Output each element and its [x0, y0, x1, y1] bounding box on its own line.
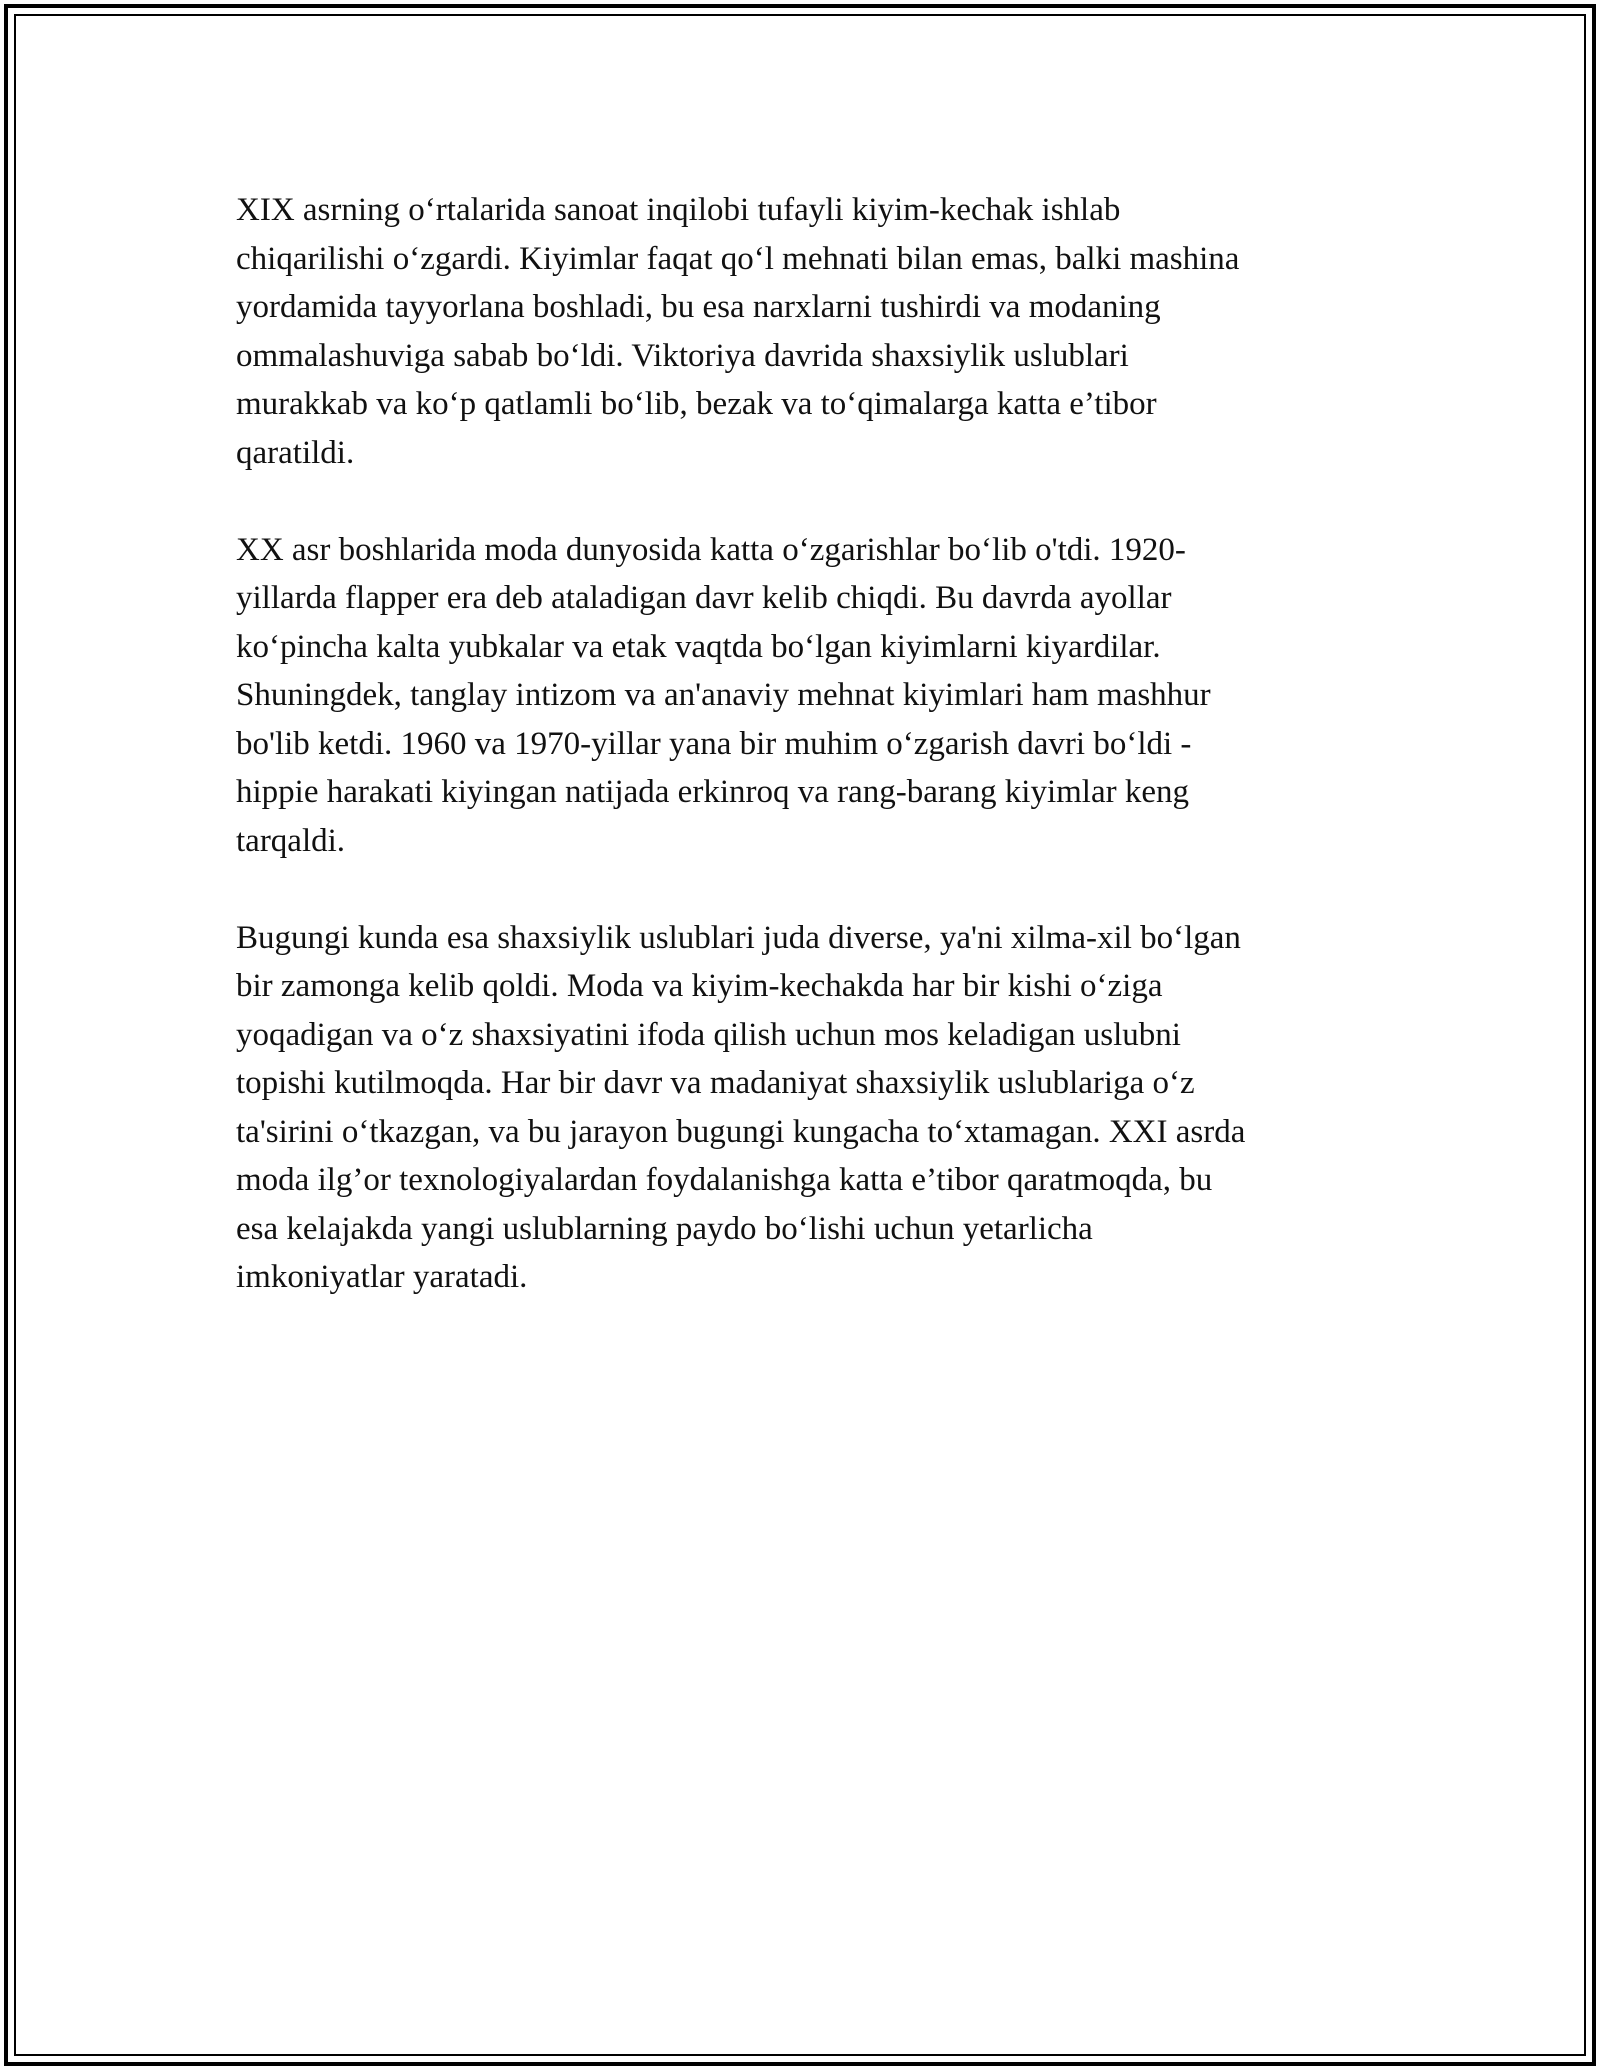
text-line: yillarda flapper era deb ataladigan davr kelib chiqdi. Bu davrda ayollar	[236, 580, 1172, 616]
text-line: qaratildi.	[236, 434, 355, 471]
text-line: yoqadigan va o‘z shaxsiyatini ifoda qilish uchun mos keladigan uslubni	[236, 1016, 1181, 1053]
text-line: moda ilg’or texnologiyalardan foydalanishga katta e’tibor qaratmoqda, bu	[236, 1162, 1213, 1198]
text-line: hippie harakati kiyingan natijada erkinroq va rang-barang kiyimlar keng	[236, 774, 1189, 810]
text-line: ko‘pincha kalta yubkalar va etak vaqtda bo‘lgan kiyimlarni kiyardilar.	[236, 628, 1161, 665]
text-line: ommalashuviga sabab bo‘ldi. Viktoriya davrida shaxsiylik uslublari	[236, 337, 1129, 374]
paragraph-2	[236, 526, 1366, 866]
paragraph-1	[236, 186, 1366, 477]
text-line: esa kelajakda yangi uslublarning paydo bo‘lishi uchun yetarlicha	[236, 1210, 1093, 1247]
text-line: murakkab va ko‘p qatlamli bo‘lib, bezak va to‘qimalarga katta e’tibor	[236, 386, 1157, 422]
text-line: bir zamonga kelib qoldi. Moda va kiyim-kechakda har bir kishi o‘ziga	[236, 968, 1163, 1004]
document-body	[236, 186, 1366, 1350]
text-line: tarqaldi.	[236, 822, 346, 859]
text-line: chiqarilishi o‘zgardi. Kiyimlar faqat qo‘l mehnati bilan emas, balki mashina	[236, 240, 1240, 277]
text-line: yordamida tayyorlana boshladi, bu esa narxlarni tushirdi va modaning	[236, 289, 1161, 325]
text-line: XIX asrning o‘rtalarida sanoat inqilobi tufayli kiyim-kechak ishlab	[236, 192, 1121, 228]
text-line: topishi kutilmoqda. Har bir davr va madaniyat shaxsiylik uslublariga o‘z	[236, 1065, 1195, 1101]
paragraph-3	[236, 914, 1366, 1302]
text-line: ta'sirini o‘tkazgan, va bu jarayon bugungi kungacha to‘xtamagan. XXI asrda	[236, 1113, 1246, 1150]
text-line: bo'lib ketdi. 1960 va 1970-yillar yana bir muhim o‘zgarish davri bo‘ldi -	[236, 725, 1192, 762]
text-line: XX asr boshlarida moda dunyosida katta o‘zgarishlar bo‘lib o'tdi. 1920-	[236, 531, 1186, 568]
text-line: Bugungi kunda esa shaxsiylik uslublari juda diverse, ya'ni xilma-xil bo‘lgan	[236, 919, 1241, 956]
text-line: Shuningdek, tanglay intizom va an'anaviy mehnat kiyimlari ham mashhur	[236, 677, 1211, 713]
text-line: imkoniyatlar yaratadi.	[236, 1259, 528, 1295]
